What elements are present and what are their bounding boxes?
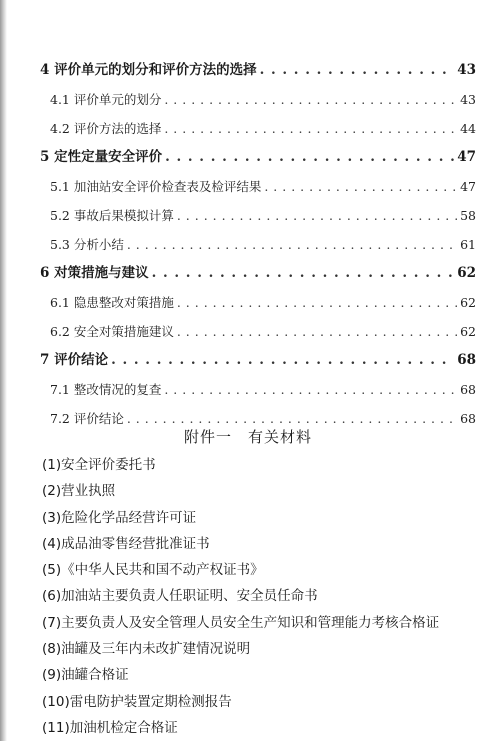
toc-entry-title: 6.1 隐患整改对策措施 bbox=[50, 295, 174, 310]
toc-leader-dots bbox=[164, 85, 457, 114]
toc-entry-title: 5 定性定量安全评价 bbox=[40, 149, 163, 165]
toc-leader-dots bbox=[152, 259, 455, 288]
toc-leader-dots bbox=[260, 56, 455, 85]
appendix-item: (2)营业执照 bbox=[42, 483, 116, 500]
toc-entry-page: 43 bbox=[460, 92, 476, 107]
toc-entry-page: 47 bbox=[457, 149, 476, 165]
toc-entry-section-5-2 bbox=[40, 201, 476, 230]
toc-entry-page: 43 bbox=[457, 62, 476, 78]
page-scan-edge bbox=[0, 0, 7, 741]
toc-entry-page: 68 bbox=[460, 382, 476, 397]
toc-entry-section-7-1 bbox=[40, 375, 476, 404]
toc-entry-section-4-1 bbox=[40, 85, 476, 114]
appendix-item: (6)加油站主要负责人任职证明、安全员任命书 bbox=[42, 588, 318, 605]
toc-entry-title: 5.1 加油站安全评价检查表及检评结果 bbox=[50, 179, 262, 194]
appendix-item: (4)成品油零售经营批准证书 bbox=[42, 535, 210, 552]
toc-entry-section-6-2 bbox=[40, 317, 476, 346]
toc-leader-dots bbox=[111, 346, 454, 375]
appendix-item: (8)油罐及三年内未改扩建情况说明 bbox=[42, 641, 251, 658]
appendix-item: (7)主要负责人及安全管理人员安全生产知识和管理能力考核合格证 bbox=[42, 614, 440, 631]
toc-entry-page: 47 bbox=[460, 179, 476, 194]
appendix-item: (10)雷电防护装置定期检测报告 bbox=[42, 693, 232, 710]
toc-entry-title: 4.1 评价单元的划分 bbox=[50, 92, 162, 107]
toc-entry-section-6-1 bbox=[40, 288, 476, 317]
toc-entry-title: 6 对策措施与建议 bbox=[40, 265, 149, 281]
toc-entry-page: 44 bbox=[460, 121, 476, 136]
toc-entry-page: 62 bbox=[460, 295, 476, 310]
toc-leader-dots bbox=[164, 375, 457, 404]
toc-leader-dots bbox=[264, 172, 457, 201]
toc-entry-title: 7.1 整改情况的复查 bbox=[50, 382, 162, 397]
appendix-item: (9)油罐合格证 bbox=[42, 667, 129, 684]
toc-entry-page: 58 bbox=[460, 208, 476, 223]
toc-entry-title: 6.2 安全对策措施建议 bbox=[50, 324, 174, 339]
toc-entry-page: 62 bbox=[460, 324, 476, 339]
toc-leader-dots bbox=[127, 230, 457, 259]
toc-leader-dots bbox=[164, 114, 457, 143]
toc-entry-title: 4 评价单元的划分和评价方法的选择 bbox=[40, 62, 257, 78]
appendix-item: (1)安全评价委托书 bbox=[42, 457, 156, 473]
toc-entry-section-5-1 bbox=[40, 172, 476, 201]
toc-leader-dots bbox=[177, 288, 457, 317]
toc-entry-section-4-2 bbox=[40, 114, 476, 143]
appendix-materials-list bbox=[42, 452, 482, 741]
toc-entry-page: 68 bbox=[457, 352, 476, 368]
toc-leader-dots bbox=[165, 143, 454, 172]
toc-entry-chapter-4 bbox=[40, 56, 476, 85]
toc-leader-dots bbox=[177, 201, 457, 230]
toc-entry-title: 7.2 评价结论 bbox=[50, 411, 124, 426]
toc-entry-page: 68 bbox=[460, 411, 476, 426]
toc-leader-dots bbox=[177, 317, 457, 346]
appendix-item: (11)加油机检定合格证 bbox=[42, 719, 178, 736]
toc-entry-chapter-6 bbox=[40, 259, 476, 288]
appendix-item: (5)《中华人民共和国不动产权证书》 bbox=[42, 562, 264, 579]
appendix-heading: 附件一 有关材料 bbox=[183, 428, 312, 446]
toc-entry-title: 4.2 评价方法的选择 bbox=[50, 121, 162, 136]
toc-entry-chapter-5 bbox=[40, 143, 476, 172]
toc-entry-title: 7 评价结论 bbox=[40, 352, 109, 368]
toc-entry-section-5-3 bbox=[40, 230, 476, 259]
appendix-item: (3)危险化学品经营许可证 bbox=[42, 509, 197, 526]
toc-entry-title: 5.3 分析小结 bbox=[50, 237, 124, 252]
toc-entry-chapter-7 bbox=[40, 346, 476, 375]
toc-entry-page: 62 bbox=[457, 265, 476, 281]
toc-entry-title: 5.2 事故后果模拟计算 bbox=[50, 208, 174, 223]
table-of-contents bbox=[40, 56, 476, 433]
toc-entry-page: 61 bbox=[460, 237, 476, 252]
